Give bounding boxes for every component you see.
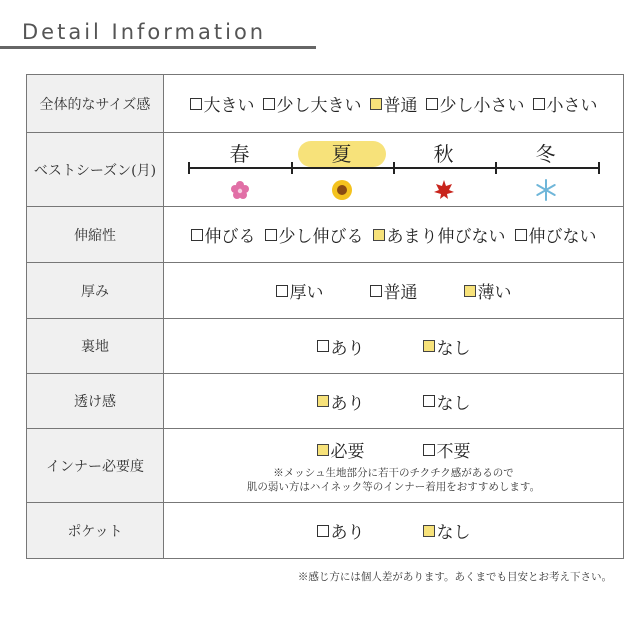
size-option-regular: 普通 <box>370 91 418 116</box>
pocket-option-yes: あり <box>317 518 365 543</box>
season-tick <box>291 162 293 174</box>
row-stretch <box>27 207 624 263</box>
checkbox <box>515 229 527 241</box>
thickness-option-thick: 厚い <box>276 278 324 303</box>
checkbox <box>426 98 438 110</box>
stretch-options <box>164 222 623 247</box>
pocket-option-no: なし <box>423 518 471 543</box>
inner-note-line2: 肌の弱い方はハイネック等のインナー着用をおすすめします。 <box>246 481 541 493</box>
checkbox <box>317 340 329 352</box>
checkbox <box>191 229 203 241</box>
label-sheer: 透け感 <box>27 374 164 429</box>
season-tick <box>393 162 395 174</box>
flower-icon <box>229 179 251 201</box>
row-inner <box>27 429 624 503</box>
snowflake-icon <box>535 179 557 201</box>
row-season <box>27 133 624 207</box>
sheer-option-yes: あり <box>317 389 365 414</box>
checkbox <box>276 285 288 297</box>
season-summer-selected: 夏 <box>298 141 386 167</box>
label-size: 全体的なサイズ感 <box>27 75 164 133</box>
title-underline <box>0 46 316 49</box>
sheer-options <box>164 389 623 414</box>
checkbox-selected <box>317 395 329 407</box>
inner-option-not-needed: 不要 <box>423 437 471 462</box>
checkbox <box>190 98 202 110</box>
season-scale <box>184 137 604 203</box>
size-option-slightly-large: 少し大きい <box>263 91 362 116</box>
lining-options <box>164 334 623 359</box>
season-spring: 春 <box>229 141 250 166</box>
season-tick <box>495 162 497 174</box>
label-lining: 裏地 <box>27 319 164 374</box>
sunflower-icon <box>331 179 353 201</box>
inner-note-line1: ※メッシュ生地部分に若干のチクチク感があるので <box>273 467 514 479</box>
label-season: ベストシーズン(月) <box>27 133 164 207</box>
thickness-option-regular: 普通 <box>370 278 418 303</box>
disclaimer-footnote: ※感じ方には個人差があります。あくまでも目安とお考え下さい。 <box>297 571 612 583</box>
checkbox <box>423 395 435 407</box>
lining-option-no: なし <box>423 334 471 359</box>
checkbox-selected <box>464 285 476 297</box>
pocket-options <box>164 518 623 543</box>
size-options <box>164 91 623 116</box>
stretch-option-none: 伸びない <box>515 222 597 247</box>
checkbox <box>533 98 545 110</box>
checkbox <box>370 285 382 297</box>
season-winter: 冬 <box>535 141 556 166</box>
checkbox <box>263 98 275 110</box>
sheer-option-no: なし <box>423 389 471 414</box>
stretch-option-slightly: 少し伸びる <box>265 222 364 247</box>
stretch-option-stretchy: 伸びる <box>191 222 256 247</box>
row-sheer <box>27 374 624 429</box>
lining-option-yes: あり <box>317 334 365 359</box>
season-tick <box>188 162 190 174</box>
thickness-option-thin: 薄い <box>464 278 512 303</box>
stretch-option-not-much: あまり伸びない <box>373 222 506 247</box>
detail-table <box>26 74 624 559</box>
checkbox-selected <box>423 525 435 537</box>
row-pocket <box>27 503 624 559</box>
checkbox <box>317 525 329 537</box>
checkbox-selected <box>423 340 435 352</box>
season-tick <box>598 162 600 174</box>
size-option-small: 小さい <box>533 91 598 116</box>
label-inner: インナー必要度 <box>27 429 164 503</box>
inner-options <box>164 437 623 462</box>
section-title: Detail Information <box>22 20 267 44</box>
label-pocket: ポケット <box>27 503 164 559</box>
thickness-options <box>164 278 623 303</box>
checkbox-selected <box>317 444 329 456</box>
label-stretch: 伸縮性 <box>27 207 164 263</box>
row-size <box>27 75 624 133</box>
label-thickness: 厚み <box>27 263 164 319</box>
checkbox-selected <box>370 98 382 110</box>
size-option-slightly-small: 少し小さい <box>426 91 525 116</box>
row-lining <box>27 319 624 374</box>
size-option-large: 大きい <box>190 91 255 116</box>
row-thickness <box>27 263 624 319</box>
inner-note <box>164 466 623 494</box>
checkbox <box>423 444 435 456</box>
checkbox <box>265 229 277 241</box>
checkbox-selected <box>373 229 385 241</box>
maple-leaf-icon <box>433 179 455 201</box>
season-autumn: 秋 <box>433 141 454 166</box>
inner-option-needed: 必要 <box>317 437 365 462</box>
